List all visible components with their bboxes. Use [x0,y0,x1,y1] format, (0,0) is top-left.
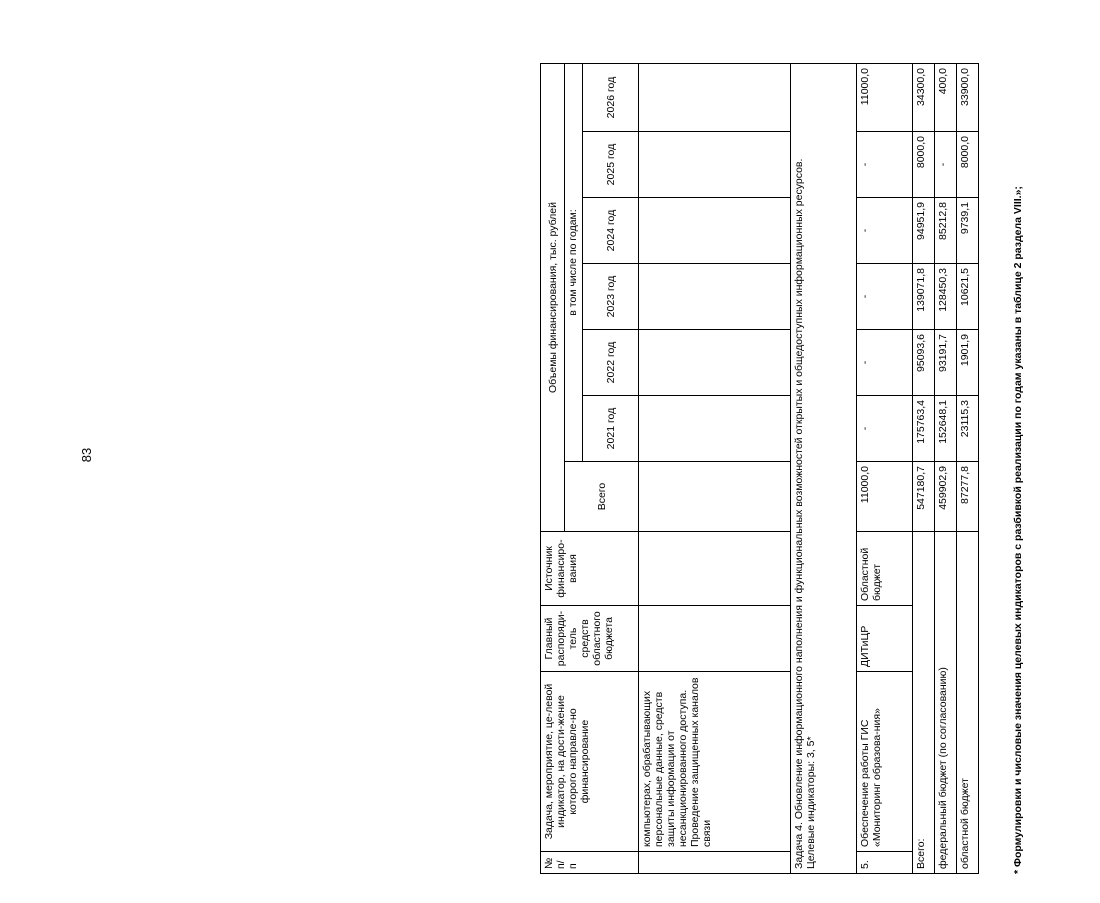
page-number: 83 [79,447,94,463]
summary-2022: 93191,7 [935,330,957,396]
summary-total: 87277,8 [957,462,979,532]
row5-total: 11000,0 [857,462,913,532]
summary-2024: 85212,8 [935,198,957,264]
summary-2021: 175763,4 [913,396,935,462]
row5-2026: 11000,0 [857,64,913,132]
summary-2023: 139071,8 [913,264,935,330]
task4-indicators: Целевые индикаторы: 3, 5* [805,736,817,869]
task4-title: Задача 4. Обновление информационного наполнения и функциональных возможностей открытых и общедоступных информационных ресурсов. [793,158,805,869]
summary-2026: 34300,0 [913,64,935,132]
summary-2022: 1901,9 [957,330,979,396]
row5-manager: ДИТиЦР [857,606,913,672]
header-2022: 2022 год [583,330,639,396]
summary-total: 547180,7 [913,462,935,532]
header-manager: Главный распоряди-тель средств областного бюджета [541,606,639,672]
financing-table [540,63,979,874]
summary-2026: 33900,0 [957,64,979,132]
summary-2025: - [935,132,957,198]
summary-label: федеральный бюджет (по согласованию) [935,532,957,874]
table-row-5 [857,64,913,874]
header-source: Источник финансиро-вания [541,532,639,606]
summary-2023: 128450,3 [935,264,957,330]
task4-row [791,64,857,874]
summary-total: 459902,9 [935,462,957,532]
row5-2022: - [857,330,913,396]
row5-name: Обеспечение работы ГИС «Мониторинг образова-ния» [857,672,913,852]
summary-row-regional [957,64,979,874]
summary-row-total [913,64,935,874]
header-2026: 2026 год [583,64,639,132]
summary-2022: 95093,6 [913,330,935,396]
header-2024: 2024 год [583,198,639,264]
summary-2025: 8000,0 [913,132,935,198]
summary-2021: 23115,3 [957,396,979,462]
rotated-content [540,64,1100,874]
row5-num: 5. [857,852,913,874]
header-2021: 2021 год [583,396,639,462]
summary-label: областной бюджет [957,532,979,874]
header-total: Всего [565,462,639,532]
header-2025: 2025 год [583,132,639,198]
continued-text: компьютерах, обрабатывающих персональные данные, средств защиты информации от несанкционированного доступа. Проведение защищенных каналов связи [639,672,791,852]
header-2023: 2023 год [583,264,639,330]
summary-2021: 152648,1 [935,396,957,462]
header-task: Задача, мероприятие, це-левой индикатор, на дости-жение которого направле-но финансирование [541,672,639,852]
summary-2025: 8000,0 [957,132,979,198]
row5-2023: - [857,264,913,330]
header-num: № п/ п [541,852,639,874]
row5-2025: - [857,132,913,198]
summary-2024: 9739,1 [957,198,979,264]
footnote: * Формулировки и числовые значения целевых индикаторов с разбивкой реализации по годам указаны в таблице 2 раздела VIII.»; [1012,186,1024,874]
row5-source: Областной бюджет [857,532,913,606]
row5-2024: - [857,198,913,264]
task4-cell [791,64,857,874]
header-by-years: в том числе по годам: [565,64,583,462]
table-row-continued [639,64,791,874]
header-volumes: Объемы финансирования, тыс. рублей [541,64,565,532]
summary-2026: 400,0 [935,64,957,132]
summary-label: Всего: [913,532,935,874]
summary-2024: 94951,9 [913,198,935,264]
summary-2023: 10621,5 [957,264,979,330]
header-row-1 [541,64,565,874]
summary-row-federal [935,64,957,874]
row5-2021: - [857,396,913,462]
